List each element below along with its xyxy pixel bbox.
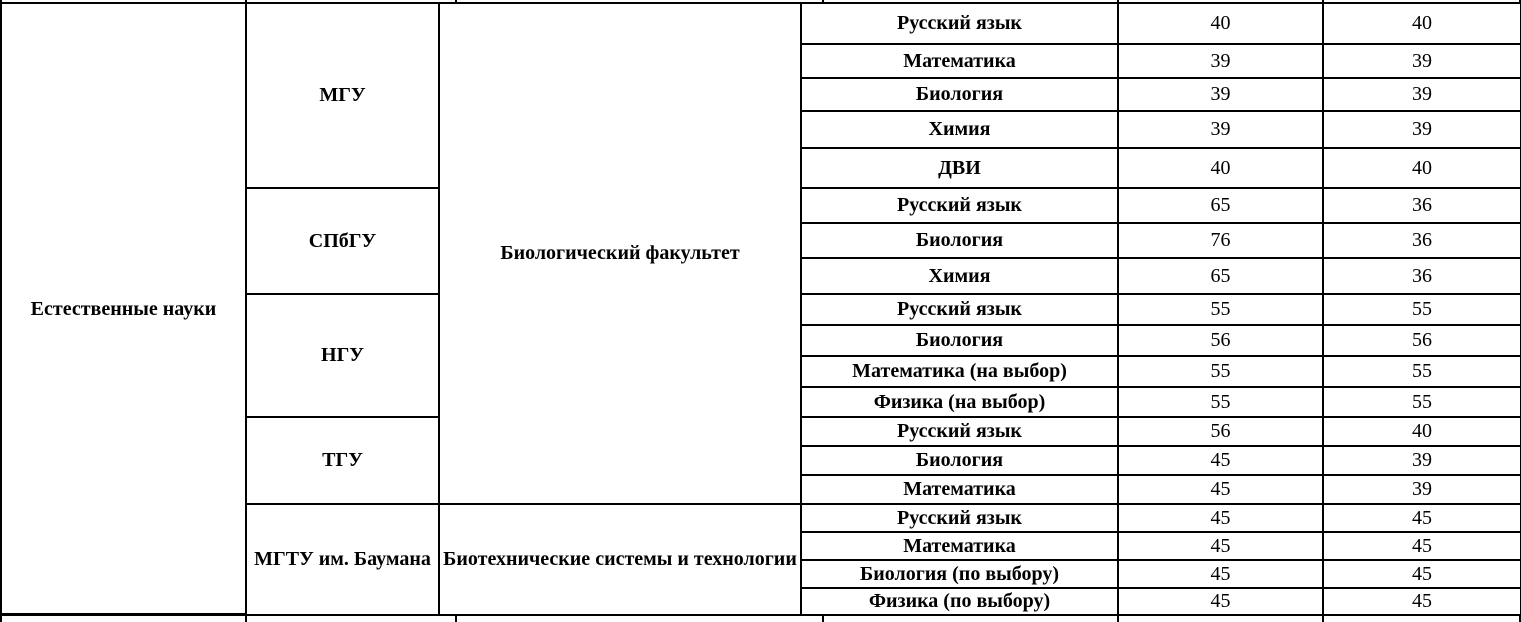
score1-cell: 76 bbox=[1117, 222, 1324, 259]
university-cell: НГУ bbox=[245, 293, 440, 418]
score1-cell: 45 bbox=[1117, 559, 1324, 589]
score2-cell: 45 bbox=[1322, 503, 1521, 533]
score2-cell: 45 bbox=[1322, 531, 1521, 561]
score2-cell: 55 bbox=[1322, 293, 1521, 326]
subject-cell: Физика (по выбору) bbox=[800, 587, 1119, 616]
score2-cell: 39 bbox=[1322, 474, 1521, 505]
score1-cell: 65 bbox=[1117, 187, 1324, 224]
score2-cell: 36 bbox=[1322, 222, 1521, 259]
score1-cell: 45 bbox=[1117, 503, 1324, 533]
score2-cell: 40 bbox=[1322, 2, 1521, 45]
score1-cell: 56 bbox=[1117, 324, 1324, 357]
score1-cell: 45 bbox=[1117, 587, 1324, 616]
university-cell: МГУ bbox=[245, 2, 440, 189]
cut-row-border-stub-bottom bbox=[1322, 616, 1324, 622]
score2-cell: 36 bbox=[1322, 257, 1521, 295]
subject-cell: ДВИ bbox=[800, 147, 1119, 189]
subject-cell: Биология bbox=[800, 77, 1119, 112]
subject-cell: Русский язык bbox=[800, 187, 1119, 224]
subject-cell: Русский язык bbox=[800, 2, 1119, 45]
cut-row-border-stub-bottom bbox=[0, 616, 2, 622]
subject-cell: Русский язык bbox=[800, 293, 1119, 326]
score2-cell: 45 bbox=[1322, 559, 1521, 589]
score2-cell: 36 bbox=[1322, 187, 1521, 224]
cut-row-border-stub-top bbox=[245, 0, 247, 2]
subject-cell: Биология (по выбору) bbox=[800, 559, 1119, 589]
subject-cell: Математика bbox=[800, 43, 1119, 79]
subject-cell: Физика (на выбор) bbox=[800, 386, 1119, 418]
subject-cell: Биология bbox=[800, 324, 1119, 357]
score2-cell: 45 bbox=[1322, 587, 1521, 616]
university-cell: СПбГУ bbox=[245, 187, 440, 295]
subject-cell: Математика bbox=[800, 531, 1119, 561]
score2-cell: 56 bbox=[1322, 324, 1521, 357]
subject-cell: Биология bbox=[800, 445, 1119, 476]
score1-cell: 55 bbox=[1117, 355, 1324, 388]
university-cell: ТГУ bbox=[245, 416, 440, 505]
cut-row-border-stub-top bbox=[1117, 0, 1119, 2]
score1-cell: 56 bbox=[1117, 416, 1324, 447]
cut-row-border-stub-bottom bbox=[1117, 616, 1119, 622]
cut-row-border-stub-top bbox=[455, 0, 457, 2]
subject-cell: Русский язык bbox=[800, 503, 1119, 533]
score2-cell: 39 bbox=[1322, 110, 1521, 149]
subject-cell: Химия bbox=[800, 110, 1119, 149]
category-cell: Естественные науки bbox=[0, 2, 247, 616]
score2-cell: 55 bbox=[1322, 386, 1521, 418]
subject-cell: Химия bbox=[800, 257, 1119, 295]
score2-cell: 40 bbox=[1322, 416, 1521, 447]
score2-cell: 40 bbox=[1322, 147, 1521, 189]
score2-cell: 55 bbox=[1322, 355, 1521, 388]
score1-cell: 55 bbox=[1117, 386, 1324, 418]
score1-cell: 45 bbox=[1117, 474, 1324, 505]
score1-cell: 39 bbox=[1117, 77, 1324, 112]
score1-cell: 65 bbox=[1117, 257, 1324, 295]
cut-row-border-stub-top bbox=[0, 0, 2, 2]
score1-cell: 39 bbox=[1117, 110, 1324, 149]
score1-cell: 55 bbox=[1117, 293, 1324, 326]
subject-cell: Биология bbox=[800, 222, 1119, 259]
score2-cell: 39 bbox=[1322, 77, 1521, 112]
cut-row-border-stub-bottom bbox=[822, 616, 824, 622]
university-cell: МГТУ им. Баумана bbox=[245, 503, 440, 616]
cut-row-border-stub-bottom bbox=[455, 616, 457, 622]
score2-cell: 39 bbox=[1322, 445, 1521, 476]
subject-cell: Русский язык bbox=[800, 416, 1119, 447]
score2-cell: 39 bbox=[1322, 43, 1521, 79]
score1-cell: 39 bbox=[1117, 43, 1324, 79]
faculty-cell: Биотехнические системы и технологии bbox=[438, 503, 802, 616]
cut-row-border-stub-top bbox=[822, 0, 824, 2]
subject-cell: Математика bbox=[800, 474, 1119, 505]
score1-cell: 45 bbox=[1117, 531, 1324, 561]
faculty-cell: Биологический факультет bbox=[438, 2, 802, 505]
cut-row-border-stub-bottom bbox=[245, 616, 247, 622]
subject-cell: Математика (на выбор) bbox=[800, 355, 1119, 388]
cut-row-border-stub-top bbox=[1322, 0, 1324, 2]
score1-cell: 40 bbox=[1117, 147, 1324, 189]
score1-cell: 45 bbox=[1117, 445, 1324, 476]
score1-cell: 40 bbox=[1117, 2, 1324, 45]
